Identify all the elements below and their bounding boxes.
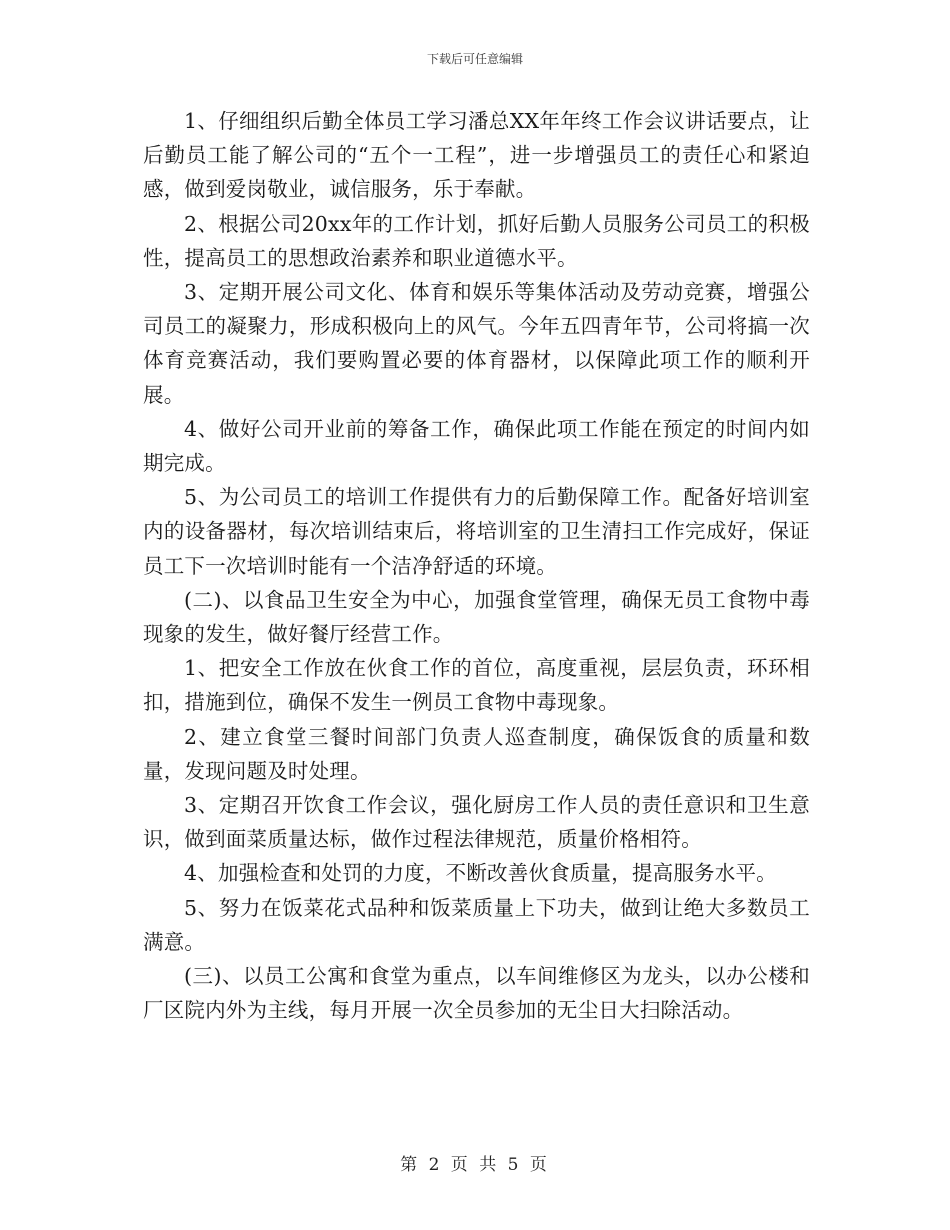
paragraph: 3、定期开展公司文化、体育和娱乐等集体活动及劳动竞赛，增强公司员工的凝聚力，形成积极向上的风气。今年五四青年节，公司将搞一次体育竞赛活动，我们要购置必要的体育器材，以保障此项工作的顺利开展。 — [143, 280, 810, 407]
paragraph: 5、为公司员工的培训工作提供有力的后勤保障工作。配备好培训室内的设备器材，每次培训结束后，将培训室的卫生清扫工作完成好，保证员工下一次培训时能有一个洁净舒适的环境。 — [143, 485, 810, 578]
paragraph: 1、把安全工作放在伙食工作的首位，高度重视，层层负责，环环相扣，措施到位，确保不发生一例员工食物中毒现象。 — [143, 656, 810, 715]
paragraph: 4、做好公司开业前的筹备工作，确保此项工作能在预定的时间内如期完成。 — [143, 416, 810, 476]
paragraph: 2、根据公司20xx年的工作计划，抓好后勤人员服务公司员工的积极性，提高员工的思想政治素养和职业道德水平。 — [143, 211, 810, 270]
section-heading-paragraph: (三)、以员工公寓和食堂为重点，以车间维修区为龙头，以办公楼和厂区院内外为主线，每月开展一次全员参加的无尘日大扫除活动。 — [143, 964, 810, 1023]
paragraph: 1、仔细组织后勤全体员工学习潘总XX年年终工作会议讲话要点，让后勤员工能了解公司的“五个一工程”，进一步增强员工的责任心和紧迫感，做到爱岗敬业，诚信服务，乐于奉献。 — [143, 109, 810, 202]
paragraph: 2、建立食堂三餐时间部门负责人巡查制度，确保饭食的质量和数量，发现问题及时处理。 — [143, 724, 810, 783]
paragraph: 3、定期召开饮食工作会议，强化厨房工作人员的责任意识和卫生意识，做到面菜质量达标，做作过程法律规范，质量价格相符。 — [143, 793, 810, 852]
document-body — [143, 104, 810, 1027]
paragraph: 4、加强检查和处罚的力度，不断改善伙食质量，提高服务水平。 — [184, 861, 777, 886]
page-number-footer: 第 2 页 共 5 页 — [400, 1155, 550, 1175]
page-header: 下载后可任意编辑 — [426, 52, 523, 66]
paragraph: 5、努力在饭菜花式品种和饭菜质量上下功夫，做到让绝大多数员工满意。 — [143, 895, 810, 954]
section-heading-paragraph: (二)、以食品卫生安全为中心，加强食堂管理，确保无员工食物中毒现象的发生，做好餐厅经营工作。 — [143, 587, 810, 647]
